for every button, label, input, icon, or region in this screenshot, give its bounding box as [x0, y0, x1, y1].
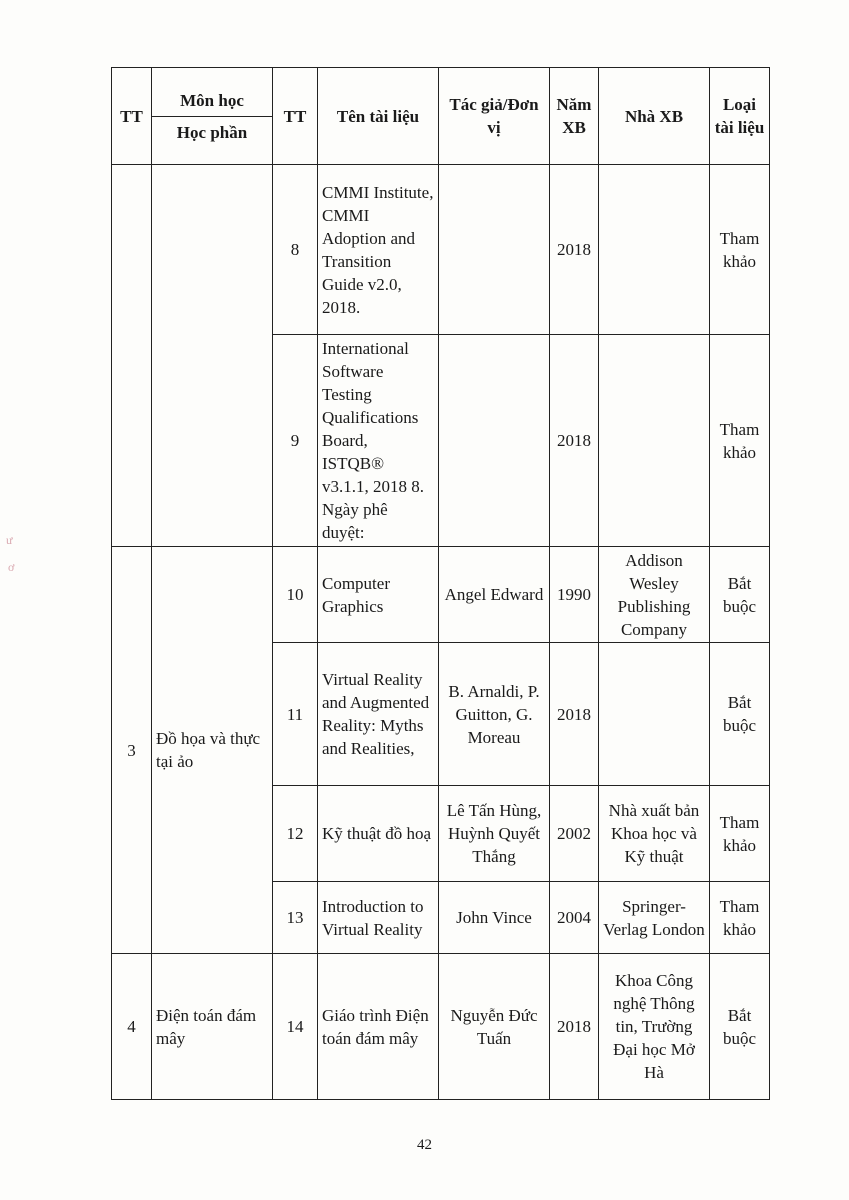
row-title: Kỹ thuật đồ hoạ — [318, 786, 439, 882]
header-tt2: TT — [273, 68, 318, 165]
row-type: Bắt buộc — [710, 643, 770, 786]
row-year: 2018 — [550, 954, 599, 1100]
row-type: Tham khảo — [710, 882, 770, 954]
row-no: 13 — [273, 882, 318, 954]
row-author — [439, 335, 550, 547]
subject-name: Đồ họa và thực tại ảo — [152, 547, 273, 954]
header-year: Năm XB — [550, 68, 599, 165]
table-row — [112, 547, 770, 643]
row-year: 2018 — [550, 165, 599, 335]
header-subject — [152, 68, 273, 165]
row-author — [439, 165, 550, 335]
row-author: John Vince — [439, 882, 550, 954]
row-type: Bắt buộc — [710, 547, 770, 643]
row-no: 11 — [273, 643, 318, 786]
subject-name-cell — [152, 165, 273, 547]
row-title: Introduction to Virtual Reality — [318, 882, 439, 954]
row-type: Bắt buộc — [710, 954, 770, 1100]
bibliography-table — [111, 67, 770, 1100]
row-no: 12 — [273, 786, 318, 882]
row-year: 1990 — [550, 547, 599, 643]
header-tt: TT — [112, 68, 152, 165]
row-year: 2004 — [550, 882, 599, 954]
row-publisher — [599, 335, 710, 547]
row-author: Angel Edward — [439, 547, 550, 643]
row-title: International Software Testing Qualifications Board, ISTQB® v3.1.1, 2018 8. Ngày phê duyệt: — [318, 335, 439, 547]
subject-no-cell — [112, 165, 152, 547]
subject-name: Điện toán đám mây — [152, 954, 273, 1100]
row-author: B. Arnaldi, P. Guitton, G. Moreau — [439, 643, 550, 786]
row-author: Lê Tấn Hùng, Huỳnh Quyết Thắng — [439, 786, 550, 882]
row-publisher — [599, 165, 710, 335]
row-no: 14 — [273, 954, 318, 1100]
row-year: 2018 — [550, 643, 599, 786]
row-title: Virtual Reality and Augmented Reality: Myths and Realities, — [318, 643, 439, 786]
margin-scribble: ơ — [8, 560, 15, 574]
row-no: 9 — [273, 335, 318, 547]
row-no: 10 — [273, 547, 318, 643]
header-title: Tên tài liệu — [318, 68, 439, 165]
row-title: CMMI Institute, CMMI Adoption and Transition Guide v2.0, 2018. — [318, 165, 439, 335]
row-type: Tham khảo — [710, 165, 770, 335]
header-publisher: Nhà XB — [599, 68, 710, 165]
margin-scribble: ư — [6, 533, 13, 547]
table-row — [112, 954, 770, 1100]
header-row — [112, 68, 770, 165]
table-row — [112, 165, 770, 335]
row-publisher — [599, 643, 710, 786]
row-type: Tham khảo — [710, 335, 770, 547]
row-title: Giáo trình Điện toán đám mây — [318, 954, 439, 1100]
row-title: Computer Graphics — [318, 547, 439, 643]
page-number: 42 — [417, 1137, 432, 1153]
header-hoc-phan: Học phần — [152, 116, 272, 150]
row-author: Nguyễn Đức Tuấn — [439, 954, 550, 1100]
subject-no: 4 — [112, 954, 152, 1100]
header-mon-hoc: Môn học — [180, 90, 244, 110]
header-author: Tác giả/Đơn vị — [439, 68, 550, 165]
row-publisher: Khoa Công nghệ Thông tin, Trường Đại học Mở Hà — [599, 954, 710, 1100]
row-type: Tham khảo — [710, 786, 770, 882]
row-year: 2018 — [550, 335, 599, 547]
row-publisher: Addison Wesley Publishing Company — [599, 547, 710, 643]
row-publisher: Springer-Verlag London — [599, 882, 710, 954]
row-publisher: Nhà xuất bản Khoa học và Kỹ thuật — [599, 786, 710, 882]
subject-no: 3 — [112, 547, 152, 954]
row-year: 2002 — [550, 786, 599, 882]
header-type: Loại tài liệu — [710, 68, 770, 165]
row-no: 8 — [273, 165, 318, 335]
